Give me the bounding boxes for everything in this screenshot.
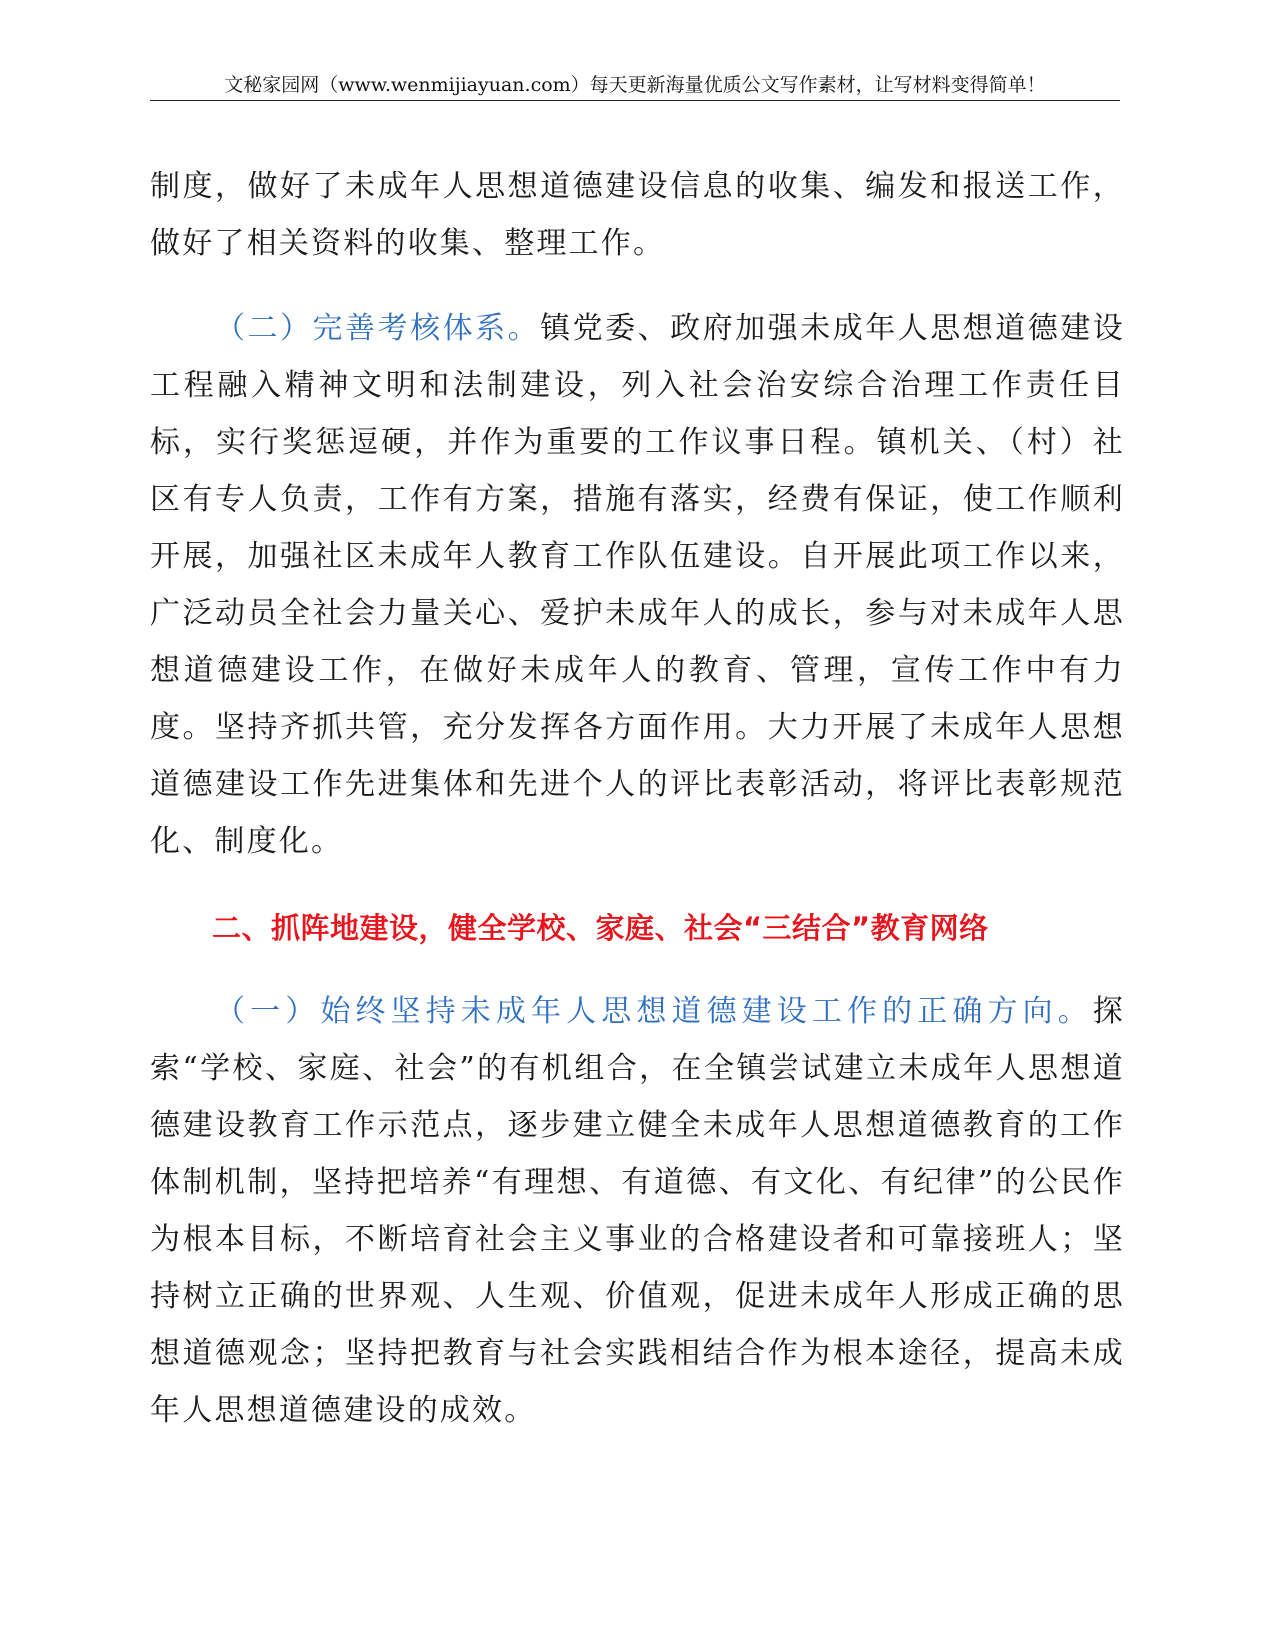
subheading-correct-direction: （一）始终坚持未成年人思想道德建设工作的正确方向。	[215, 994, 1093, 1029]
section-heading: 二、抓阵地建设，健全学校、家庭、社会“三结合”教育网络	[212, 911, 989, 945]
paragraph-text: 镇党委、政府加强未成年人思想道德建设工程融入精神文明和法制建设，列入社会治安综合治理工作责任目标，实行奖惩逗硬，并作为重要的工作议事日程。镇机关、（村）社区有专人负责，工作有方案，措施有落实，经费有保证，使工作顺利开展，加强社区未成年人教育工作队伍建设。自开展此项工作以来，广泛动员全社会力量关心、爱护未成年人的成长，参与对未成年人思想道德建设工作，在做好未成年人的教育、管理，宣传工作中有力度。坚持齐抓共管，充分发挥各方面作用。大力开展了未成年人思想道德建设工作先进集体和先进个人的评比表彰活动，将评比表彰规范化、制度化。	[150, 311, 1125, 859]
header-divider	[150, 100, 1120, 101]
paragraph-assessment-system	[150, 300, 1125, 870]
subheading-assessment-system: （二）完善考核体系。	[215, 311, 541, 346]
document-body	[150, 158, 1125, 1439]
page-header: 文秘家园网（www.wenmijiayuan.com）每天更新海量优质公文写作素材，让写材料变得简单！	[224, 74, 1046, 96]
paragraph-correct-direction	[150, 983, 1125, 1439]
paragraph-continued: 制度，做好了未成年人思想道德建设信息的收集、编发和报送工作，做好了相关资料的收集、整理工作。	[150, 169, 1125, 261]
paragraph-text: 探索“学校、家庭、社会”的有机组合，在全镇尝试建立未成年人思想道德建设教育工作示范点，逐步建立健全未成年人思想道德教育的工作体制机制，坚持把培养“有理想、有道德、有文化、有纪律”的公民作为根本目标，不断培育社会主义事业的合格建设者和可靠接班人；坚持树立正确的世界观、人生观、价值观，促进未成年人形成正确的思想道德观念；坚持把教育与社会实践相结合作为根本途径，提高未成年人思想道德建设的成效。	[150, 994, 1125, 1428]
